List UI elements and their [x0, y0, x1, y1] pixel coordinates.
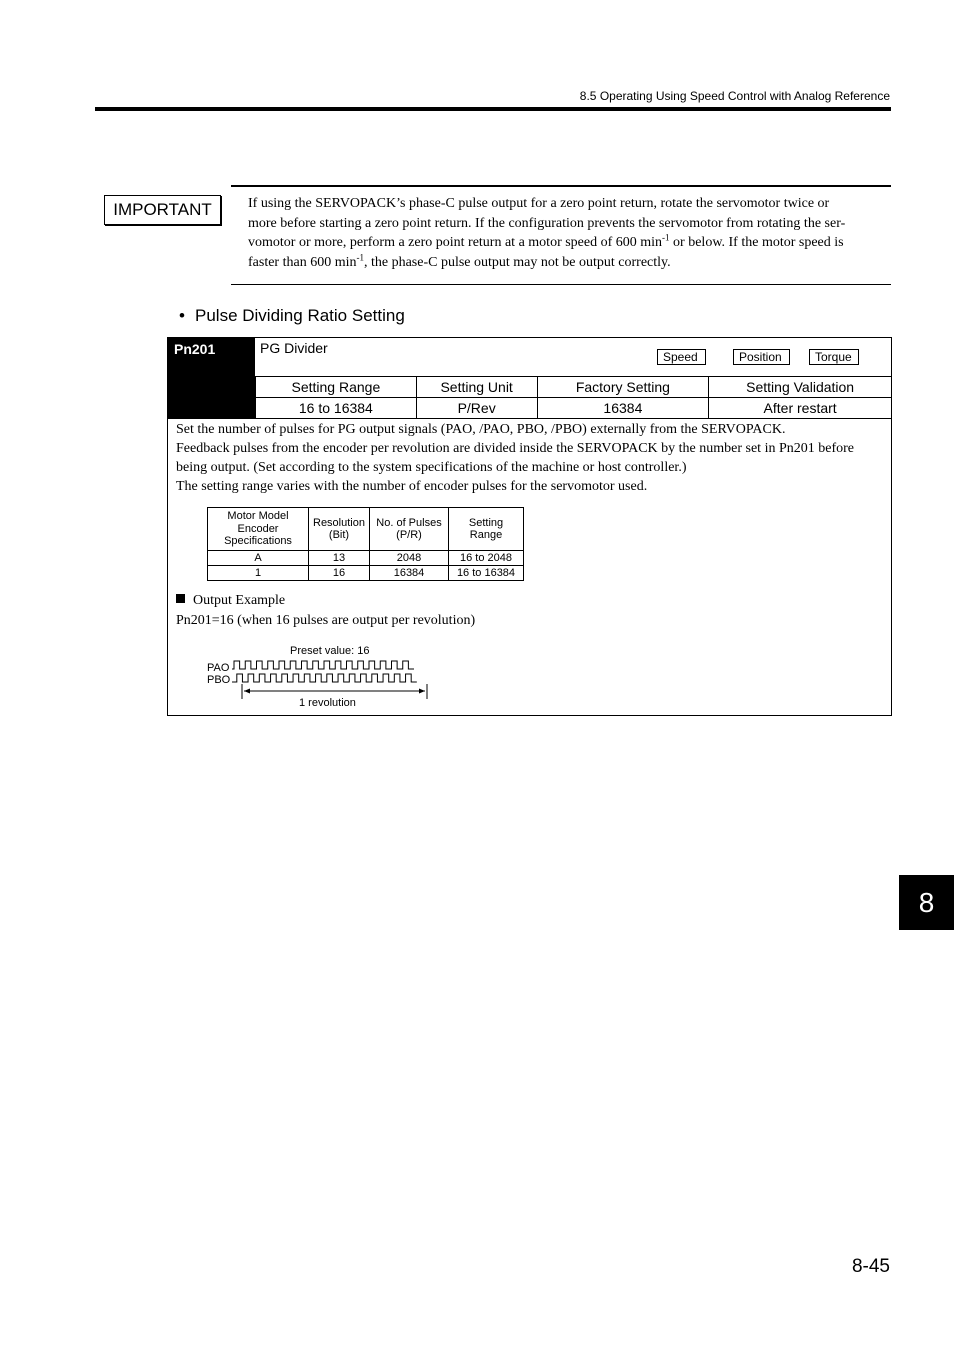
- encoder-table: [207, 507, 524, 581]
- table-cell: 16 to 16384: [256, 398, 417, 419]
- mode-tag-position: Position: [733, 349, 790, 365]
- table-cell: A: [208, 551, 309, 566]
- table-row: [208, 566, 524, 581]
- table-header-cell: Setting Range: [256, 377, 417, 398]
- signal-label-pao: PAO: [207, 662, 230, 674]
- output-example-text: Output Example: [193, 593, 286, 608]
- table-cell: 16: [309, 566, 370, 581]
- header-line: (Bit): [328, 529, 350, 541]
- table-header-cell: [370, 508, 449, 551]
- table-row: [208, 508, 524, 551]
- mode-tag-torque: Torque: [809, 349, 859, 365]
- header-rule: [95, 107, 891, 111]
- table-header-cell: [449, 508, 524, 551]
- header-line: (P/R): [396, 529, 422, 541]
- setting-table: [255, 376, 891, 419]
- description-line: The setting range varies with the number of encoder pulses for the servomotor used.: [176, 479, 648, 494]
- text-span: vomotor or more, perform a zero point return at a motor speed of 600 min: [248, 235, 663, 250]
- table-cell: 16 to 16384: [449, 566, 524, 581]
- output-example-description: Pn201=16 (when 16 pulses are output per revolution): [176, 613, 476, 628]
- pao-pulse-train: [232, 661, 414, 669]
- signal-label-pbo: PBO: [207, 674, 231, 686]
- divider: [168, 418, 891, 419]
- header-line: Setting: [468, 516, 504, 529]
- header-line: Motor Model: [227, 510, 289, 523]
- superscript: -1: [662, 232, 670, 243]
- parameter-name: PG Divider: [260, 340, 328, 356]
- table-header-cell: Factory Setting: [537, 377, 709, 398]
- table-row: [256, 377, 892, 398]
- table-row: [208, 551, 524, 566]
- important-line: more before starting a zero point return. If the configuration prevents the servomotor from rotating the ser-: [248, 215, 846, 231]
- table-header-cell: Setting Unit: [416, 377, 537, 398]
- arrow-left-icon: [244, 689, 250, 694]
- important-line: [248, 253, 868, 273]
- chapter-tab: 8: [899, 875, 954, 930]
- page-number: 8-45: [851, 1256, 890, 1277]
- important-text: [248, 194, 868, 272]
- description-line: Feedback pulses from the encoder per revolution are divided inside the SERVOPACK by the number set in Pn201 before: [176, 441, 854, 456]
- header-line: Specifications: [224, 535, 292, 548]
- section-heading-text: Pulse Dividing Ratio Setting: [195, 306, 405, 325]
- description-line: Set the number of pulses for PG output signals (PAO, /PAO, PBO, /PBO) externally from the SERVOPACK.: [176, 422, 786, 437]
- table-header-cell: [309, 508, 370, 551]
- header-line: Resolution: [313, 516, 365, 529]
- table-header-cell: Setting Validation: [709, 377, 891, 398]
- table-cell: 16384: [537, 398, 709, 419]
- parameter-id: Pn201: [168, 338, 255, 419]
- preset-value-label: Preset value: 16: [290, 645, 370, 657]
- pulse-waveform-diagram: [204, 640, 464, 714]
- table-cell: 1: [208, 566, 309, 581]
- pbo-pulse-train: [232, 674, 417, 682]
- table-header-cell: [208, 508, 309, 551]
- parameter-description: [176, 420, 881, 496]
- text-span: , the phase-C pulse output may not be output correctly.: [363, 254, 671, 270]
- table-cell: 2048: [370, 551, 449, 566]
- table-cell: 16 to 2048: [449, 551, 524, 566]
- important-label: IMPORTANT: [104, 195, 221, 225]
- table-cell: 16384: [370, 566, 449, 581]
- header-line: No. of Pulses: [376, 516, 442, 529]
- running-header: 8.5 Operating Using Speed Control with Analog Reference: [579, 89, 890, 103]
- text-span: or below. If the motor speed is: [669, 235, 844, 250]
- text-span: faster than 600 min: [248, 254, 357, 270]
- table-row: [256, 398, 892, 419]
- arrow-right-icon: [419, 689, 425, 694]
- revolution-label: 1 revolution: [299, 697, 356, 709]
- superscript: -1: [356, 251, 364, 262]
- bullet: •: [179, 306, 185, 325]
- important-line: [248, 233, 868, 253]
- section-heading: [179, 306, 405, 326]
- description-line: being output. (Set according to the system specifications of the machine or host controller.): [176, 460, 687, 475]
- parameter-box: [167, 337, 892, 716]
- table-cell: P/Rev: [416, 398, 537, 419]
- mode-tag-speed: Speed: [657, 349, 706, 365]
- square-bullet-icon: [176, 594, 185, 603]
- important-line: If using the SERVOPACK’s phase-C pulse output for a zero point return, rotate the servomotor twice or: [248, 196, 830, 211]
- table-cell: After restart: [709, 398, 891, 419]
- output-example-title: [176, 593, 285, 609]
- header-line: Range: [469, 529, 503, 541]
- header-line: Encoder: [237, 522, 279, 535]
- table-cell: 13: [309, 551, 370, 566]
